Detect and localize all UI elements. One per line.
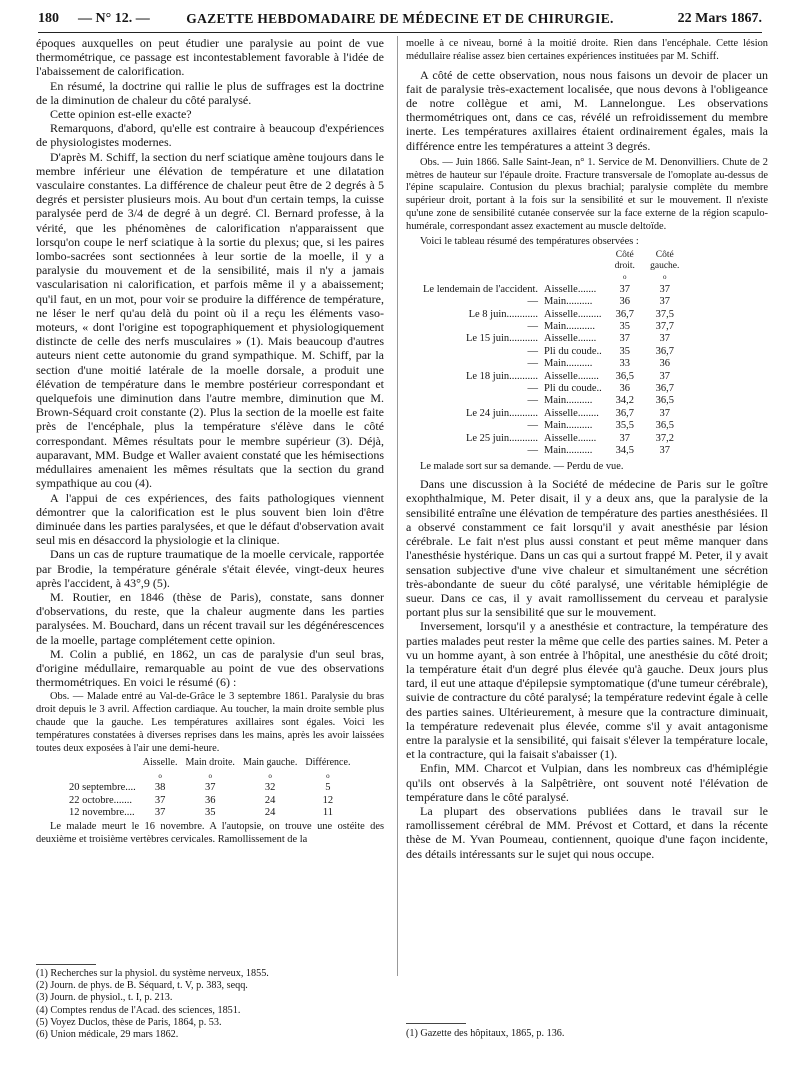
footnotes-right: [406, 1028, 766, 1040]
row-site: Aisselle.......: [544, 333, 597, 345]
row-site: Main..........: [544, 445, 593, 457]
paragraph: La plupart des observations publiées dans le travail sur le ramollissement cérébral de MM. Prévost et Cottard, et dans la récente thèse de M. Yvan Poumeau, contiennent, quoique d'une façon incidente, des détails intéressants sur le sujet qui nous occupe.: [406, 803, 768, 861]
cell-left: 36: [659, 358, 671, 370]
observation-note: Obs. — Juin 1866. Salle Saint-Jean, n° 1. Service de M. Denonvilliers. Chute de 2 mètres de hauteur sur l'épaule droite. Fracture transversale de l'omoplate au-dessus de l'épine scapulaire. Contusion du plexus brachial; paralysie complète du membre supérieur droit, portant à la fois sur la sensibilité et sur le mouvement. Il n'existe qu'une zone de sensibilité cutanée conservée sur la face externe de la région scapulo-humérale, correspondant assez exactement au muscle deltoïde.: [406, 156, 768, 232]
paragraph: Remarquons, d'abord, qu'elle est contraire à beaucoup d'expériences de physiologistes modernes.: [36, 121, 384, 150]
observation-note: moelle à ce niveau, borné à la moitié droite. Rien dans l'encéphale. Cette lésion médullaire réalise assez bien certaines expériences instituées par M. Schiff.: [406, 38, 768, 62]
row-day: —: [527, 420, 539, 432]
issue-date: 22 Mars 1867.: [677, 11, 762, 26]
row-site: Aisselle.......: [544, 432, 597, 444]
cell-right: 35: [619, 321, 631, 333]
cell-right: 37: [619, 432, 631, 444]
table-row: [420, 445, 685, 457]
observation-note: Obs. — Malade entré au Val-de-Grâce le 3 septembre 1861. Paralysie du bras droit depuis le 3 avril. Affection cardiaque. Au toucher, la main droite semble plus chaude que la gauche. Les températures axillaires sont égales. Voici les températures constatées à diverses reprises dans les mains, après les avoir laissées toutes deux exposées à l'air une demi-heure.: [36, 691, 384, 754]
cell-right: 35,5: [615, 420, 634, 432]
cell-right: 35: [619, 345, 631, 357]
cell-left: 37,2: [655, 432, 674, 444]
row-site: Aisselle........: [544, 407, 599, 419]
paragraph: Inversement, lorsqu'il y a anesthésie et contracture, la température des parties malades peut rester la même que celle des parties saines. M. Peter a vu un homme ayant, à son entrée à l'hôpital, une anesthésie du côté droit; la température était d'un degré plus élevée qu'à gauche. Deux jours plus tard, il eut une attaque d'épilepsie symptomatique (d'une tumeur cérébrale), suivie de contracture du côté paralysé; la température redevint égale à celle des parties saines. Ultérieurement, à mesure que la contracture diminuait, la température redevenait plus élevée, comme s'il y avait antagonisme entre la paralysie et la sensibilité, qui faisait s'élever la température locale, et la contracture, qui la faisait s'abaisser (1).: [406, 619, 768, 762]
cell-left: 36,7: [655, 345, 674, 357]
table-header: Différence.: [305, 757, 351, 769]
table-row: [66, 795, 354, 807]
cell-left: 37,7: [655, 321, 674, 333]
degree-mark: o: [623, 273, 627, 282]
table-row: [420, 296, 685, 308]
table-header: Côté gauche.: [650, 250, 680, 271]
cell: 35: [204, 806, 216, 818]
table-row: [420, 383, 685, 395]
row-day: Le 24 juin...........: [465, 407, 539, 419]
table-row: [66, 782, 354, 794]
row-day: —: [527, 358, 539, 370]
column-divider: [397, 36, 398, 976]
cell-left: 37: [659, 296, 671, 308]
table-row: [420, 408, 685, 420]
table-row: [420, 284, 685, 296]
footnote: (2) Journ. de phys. de B. Séquard, t. V, p. 383, seqq.: [36, 980, 248, 992]
cell-left: 37: [659, 445, 671, 457]
table-row: [420, 420, 685, 432]
row-day: Le 8 juin............: [468, 308, 539, 320]
footnote: (4) Comptes rendus de l'Acad. des sciences, 1851.: [36, 1004, 241, 1016]
table-row: [420, 321, 685, 333]
cell: 38: [154, 782, 166, 794]
table-row: [420, 358, 685, 370]
paragraph: Enfin, MM. Charcot et Vulpian, dans les nombreux cas d'hémiplégie qu'ils ont observés à la Salpêtrière, ont souvent noté l'élévation de température dans le côté paralysé.: [406, 761, 768, 804]
cell: 37: [204, 782, 216, 794]
cell-left: 36,5: [655, 420, 674, 432]
row-site: Pli du coude..: [544, 345, 602, 357]
degree-mark: o: [208, 771, 212, 780]
row-date: 20 septembre....: [69, 782, 136, 794]
row-site: Main..........: [544, 296, 593, 308]
row-day: —: [527, 296, 539, 308]
footnote: (1) Recherches sur la physiol. du système nerveux, 1855.: [36, 968, 269, 979]
cell-left: 37: [659, 333, 671, 345]
row-site: Pli du coude..: [544, 383, 602, 395]
footnotes-left: [36, 968, 386, 1041]
degree-mark: o: [663, 273, 667, 282]
cell-left: 37: [659, 370, 671, 382]
row-day: Le lendemain de l'accident.: [423, 283, 539, 295]
cell: 37: [154, 806, 166, 818]
table-header: Main droite.: [185, 757, 235, 769]
row-day: Le 15 juin...........: [465, 333, 539, 345]
cell-right: 34,5: [615, 445, 634, 457]
table-header: Aisselle.: [142, 757, 178, 769]
cell-right: 34,2: [615, 395, 634, 407]
row-day: Le 18 juin...........: [465, 370, 539, 382]
paragraph: M. Colin a publié, en 1862, un cas de paralysie d'un seul bras, d'origine médullaire, remarquable au point de vue des observations thermométriques. En voici le résumé (6) :: [36, 646, 384, 690]
row-site: Aisselle........: [544, 370, 599, 382]
row-day: —: [527, 395, 539, 407]
footnote: (3) Journ. de physiol., t. I, p. 213.: [36, 992, 173, 1004]
table-row: [420, 309, 685, 321]
footnote: (1) Gazette des hôpitaux, 1865, p. 136.: [406, 1028, 565, 1039]
page-number: 180: [38, 11, 59, 26]
table-row: [420, 433, 685, 445]
footnote-rule: [406, 1023, 466, 1024]
paragraph: Dans une discussion à la Société de médecine de Paris sur le goître exophthalmique, M. Peter disait, il y a deux ans, que la paralysie de la sensibilité entraîne une élévation de température des parties anesthésiées. Il a observé constamment ce fait lorsqu'il y avait anesthésie par lésion cérébrale. Le fait n'est plus aussi constant et peut même manquer dans l'anesthésie hystérique. Dans un cas qui a surtout frappé M. Peter, il y avait sensation subjective d'une vive chaleur et simultanément une sécrétion très-abondante de sueur du côté paralysé, une véritable hémiplégie de sueur. Dans ce cas, il y avait ramollissement du cerveau et paralysie portant plus sur la sensibilité que sur le mouvement.: [406, 477, 768, 620]
degree-mark: o: [158, 771, 162, 780]
cell-right: 36: [619, 383, 631, 395]
footnote-rule: [36, 964, 96, 965]
row-site: Main..........: [544, 358, 593, 370]
journal-title: GAZETTE HEBDOMADAIRE DE MÉDECINE ET DE CHIRURGIE.: [186, 11, 614, 26]
row-site: Main..........: [544, 395, 593, 407]
observation-note: Le malade sort sur sa demande. — Perdu de vue.: [420, 461, 624, 473]
observation-note: Le malade meurt le 16 novembre. A l'autopsie, on trouve une ostéite des deuxième et troisième vertèbres cervicales. Ramollissement de la: [36, 821, 384, 846]
row-day: —: [527, 383, 539, 395]
cell: 36: [204, 794, 216, 806]
row-site: Aisselle.......: [544, 283, 597, 295]
paragraph: Cette opinion est-elle exacte?: [50, 107, 192, 122]
cell-right: 36,7: [615, 308, 634, 320]
cell: 37: [154, 794, 166, 806]
paragraph: En résumé, la doctrine qui rallie le plus de suffrages est la doctrine de la diminution de chaleur du côté paralysé.: [36, 78, 384, 107]
right-column: [406, 36, 768, 861]
cell-left: 36,5: [655, 395, 674, 407]
left-column: [36, 36, 384, 849]
paragraph: A l'appui de ces expériences, des faits pathologiques viennent démontrer que la calorification est le plus souvent bien loin d'être diminuée dans les parties paralysées, et que le défaut d'observation avait seul mis en désaccord la physiologie et la clinique.: [36, 490, 384, 548]
table-header: Côté droit.: [614, 250, 635, 271]
row-day: —: [527, 445, 539, 457]
row-site: Main...........: [544, 321, 596, 333]
table-row: [420, 371, 685, 383]
row-day: —: [527, 345, 539, 357]
cell: 5: [325, 782, 331, 794]
paragraph: M. Routier, en 1846 (thèse de Paris), constate, sans donner d'observations, du reste, que la chaleur augmente dans les parties paralysées. M. Bouchard, dans un récent travail sur les dégénérescences de la moelle, partage complétement cette opinion.: [36, 589, 384, 647]
paragraph: Dans un cas de rupture traumatique de la moelle cervicale, rapportée par Brodie, la température générale s'était élevée, vingt-deux heures après l'accident, à 43°,9 (5).: [36, 547, 384, 590]
table-row: [420, 346, 685, 358]
row-day: Le 25 juin...........: [465, 432, 539, 444]
degree-mark: o: [326, 771, 330, 780]
cell: 32: [264, 782, 276, 794]
running-header: [38, 6, 762, 33]
cell: 11: [322, 806, 333, 818]
cell-right: 36,7: [615, 407, 634, 419]
footnote: (5) Voyez Duclos, thèse de Paris, 1864, p. 53.: [36, 1016, 222, 1028]
table-row: [420, 395, 685, 407]
temperature-table-colin: [66, 757, 354, 819]
row-day: —: [527, 321, 539, 333]
footnote: (6) Union médicale, 29 mars 1862.: [36, 1029, 179, 1041]
issue-number: — N° 12. —: [78, 11, 150, 26]
row-site: Main..........: [544, 420, 593, 432]
paragraph: époques auxquelles on peut étudier une paralysie au point de vue thermométrique, ce passage est incontestablement favorable à l'idée de l'abaissement de calorification.: [36, 36, 384, 79]
cell-left: 37,5: [655, 308, 674, 320]
table-intro: Voici le tableau résumé des températures observées :: [420, 235, 639, 247]
row-site: Aisselle.........: [544, 308, 602, 320]
degree-mark: o: [268, 771, 272, 780]
cell: 12: [322, 794, 334, 806]
row-date: 12 novembre....: [69, 806, 135, 818]
cell-right: 37: [619, 333, 631, 345]
row-date: 22 octobre.......: [69, 794, 132, 806]
table-row: [66, 807, 354, 819]
paragraph: D'après M. Schiff, la section du nerf sciatique amène toujours dans le membre inférieur une élévation de température et une dilatation vasculaire constantes. La différence de chaleur peut être de 2 degrés à 5 degrés et persister plusieurs mois. Au bout d'un certain temps, la cuisse paralysée perd de 3/4 de degré à un degré. Cl. Bernard professe, à la vérité, que les phénomènes de calorification n'apparaissent que lorsqu'on coupe le nerf sciatique à la sortie du plexus; que, si les paires lombo-sacrées sont sectionnées à leur sortie de la moelle, il y a paralysie du mouvement et de la sensibilité, mais il n'y a jamais vascularisation ni calorification, et parfois même il y a abaissement; qu'il faut, en un mot, pour voir se produire la différence de température, ne léser le nerf qu'au delà du point où il a reçu les éléments vaso-moteurs, « dont l'origine est topographiquement et physiologiquement distincte de celle des nerfs musculaires » (1). Mais beaucoup d'autres auteurs nient cette autonomie du grand sympathique. M. Schiff, par la section d'une moitié latérale de la moelle dorsale, a produit une élévation de température dans le membre postérieur correspondant et quelquefois une diminution dans l'autre membre, diminution que M. Brown-Séquard croit constante (2). Plus la section de la moelle est faite près de l'encéphale, plus la température s'élève dans le côté correspondant. Mêmes résultats pour le membre supérieur (3). Déjà, auparavant, MM. Budge et Waller avaient constaté que les hémisections médullaires amenaient les mêmes résultats que la section du grand sympathique au cou (4).: [36, 149, 384, 491]
cell-left: 37: [659, 283, 671, 295]
table-header: Main gauche.: [242, 757, 298, 769]
cell-right: 33: [619, 358, 631, 370]
cell: 24: [264, 806, 276, 818]
temperature-table-lannelongue: [420, 250, 685, 457]
cell-left: 36,7: [655, 383, 674, 395]
cell-right: 36,5: [615, 370, 634, 382]
table-row: [420, 333, 685, 345]
cell-left: 37: [659, 407, 671, 419]
cell-right: 36: [619, 296, 631, 308]
cell: 24: [264, 794, 276, 806]
paragraph: A côté de cette observation, nous nous faisons un devoir de placer un fait de paralysie très-exactement localisée, que nous devons à l'obligeance de notre collègue et ami, M. Lannelongue. Les observations thermométriques ont, dans ce cas, révélé un refroidissement du membre inerte. Les températures axillaires étaient ordinairement égales, mais la différence entre les températures a atteint 3 degrés.: [406, 67, 768, 153]
cell-right: 37: [619, 283, 631, 295]
